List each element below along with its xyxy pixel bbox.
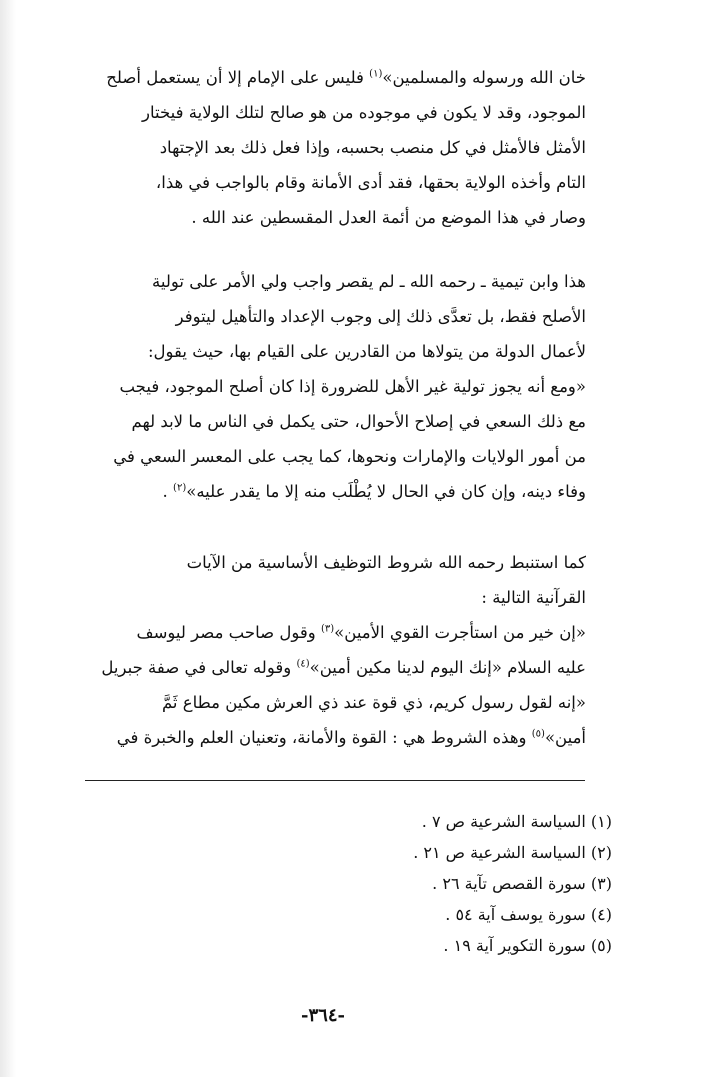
footnote-item: (٢) السياسة الشرعية ص ٢١ .: [413, 843, 612, 862]
footnote-ref-5: (٥): [531, 728, 545, 740]
text-line: هذا وابن تيمية ـ رحمه الله ـ لم يقصر واجب ولي الأمر على تولية: [152, 272, 586, 291]
text-line: كما استنبط رحمه الله شروط التوظيف الأساسية من الآيات: [186, 553, 586, 572]
text-line: [72, 615, 586, 650]
quran-quote: عليه السلام «إنك اليوم لدينا مكين أمين»: [309, 658, 586, 677]
text-line: [72, 474, 586, 509]
footnotes-list: [300, 806, 612, 961]
text-line: القرآنية التالية :: [481, 588, 586, 607]
text-line: الموجود، وقد لا يكون في موجوده من هو صالح لتلك الولاية فيختار: [142, 103, 586, 122]
footnote-ref-3: (٣): [320, 623, 335, 635]
paragraph-2: [72, 264, 586, 509]
footnote-divider: [85, 780, 585, 781]
quote-end: خان الله ورسوله والمسلمين»: [382, 68, 586, 87]
text-segment: وقوله تعالى في صفة جبريل: [101, 658, 297, 677]
text-line: لأعمال الدولة من يتولاها من القادرين على القيام بها، حيث يقول:: [147, 342, 586, 361]
text-line: الأصلح فقط، بل تعدَّى ذلك إلى وجوب الإعداد والتأهيل ليتوفر: [175, 307, 586, 326]
text-segment: فليس على الإمام إلا أن يستعمل أصلح: [106, 68, 370, 87]
footnote-ref-2: (٢): [173, 482, 187, 494]
footnote-item: (٤) سورة يوسف آية ٥٤ .: [445, 905, 612, 924]
paragraph-3: [72, 545, 586, 755]
footnote-item: (٥) سورة التكوير آية ١٩ .: [443, 936, 612, 955]
scan-edge-shadow: [0, 0, 16, 1077]
text-segment: وقول صاحب مصر ليوسف: [136, 623, 321, 642]
footnote-item: (١) السياسة الشرعية ص ٧ .: [421, 812, 612, 831]
text-line: من أمور الولايات والإمارات ونحوها، كما يجب على المعسر السعي في: [113, 447, 586, 466]
text-line: التام وأخذه الولاية بحقها، فقد أدى الأمانة وقام بالواجب في هذا،: [155, 173, 586, 192]
text-line: [72, 720, 586, 755]
quran-quote: أمين»: [544, 728, 586, 747]
footnote-item: (٣) سورة القصص تآية ٢٦ .: [432, 874, 612, 893]
text-segment: .: [162, 482, 174, 501]
text-line: وصار في هذا الموضع من أئمة العدل المقسطين عند الله .: [191, 208, 586, 227]
text-line: [72, 60, 586, 95]
text-segment: وهذه الشروط هي : القوة والأمانة، وتعنيان العلم والخبرة في: [116, 728, 532, 747]
footnote-ref-1: (١): [369, 68, 383, 80]
text-line: [72, 650, 586, 685]
text-line: «ومع أنه يجوز تولية غير الأهل للضرورة إذا كان أصلح الموجود، فيجب: [119, 377, 586, 396]
text-line: مع ذلك السعي في إصلاح الأحوال، حتى يكمل في الناس ما لابد لهم: [131, 412, 586, 431]
page-number: -٣٦٤-: [301, 1005, 345, 1026]
quran-quote: «إن خير من استأجرت القوي الأمين»: [334, 623, 586, 642]
text-segment: وفاء دينه، وإن كان في الحال لا يُطْلَب منه إلا ما يقدر عليه»: [186, 482, 586, 501]
text-line: «إنه لقول رسول كريم، ذي قوة عند ذي العرش مكين مطاع ثَمَّ: [161, 693, 586, 712]
footnote-ref-4: (٤): [296, 658, 310, 670]
text-line: الأمثل فالأمثل في كل منصب بحسبه، وإذا فعل ذلك بعد الإجتهاد: [159, 138, 586, 157]
paragraph-1: [72, 60, 586, 235]
